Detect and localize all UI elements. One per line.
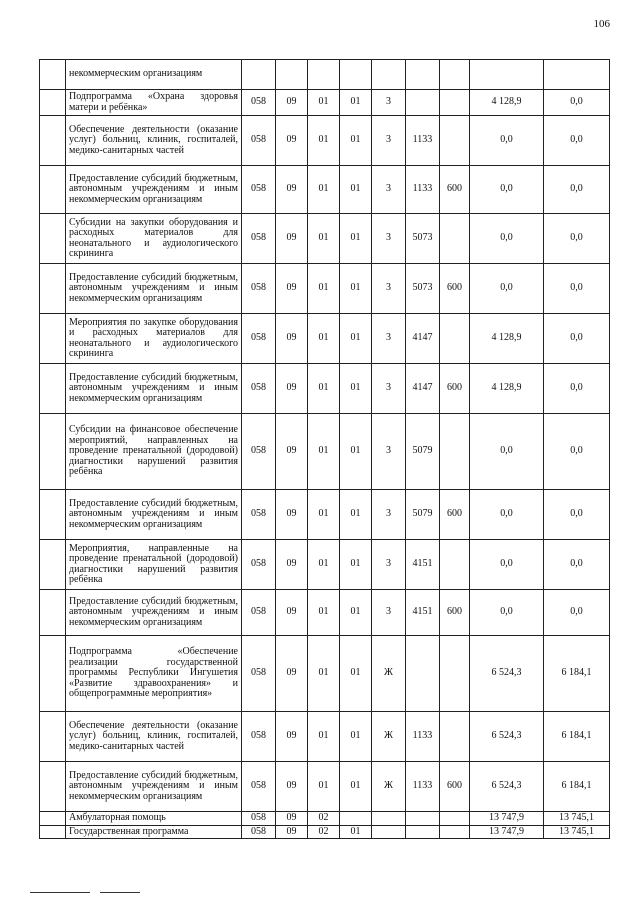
code-vr xyxy=(440,712,470,762)
table-row xyxy=(40,116,610,166)
code-vr xyxy=(440,214,470,264)
code-ved: 058 xyxy=(242,825,276,839)
table-row xyxy=(40,812,610,826)
code-vr: 600 xyxy=(440,762,470,812)
row-name: Обеспечение деятельности (оказание услуг) больниц, клиник, госпиталей, медико-санитарных частей xyxy=(66,116,242,166)
table-row xyxy=(40,90,610,116)
code-ved: 058 xyxy=(242,540,276,590)
code-csr: 4151 xyxy=(406,540,440,590)
code-rz: 09 xyxy=(276,264,308,314)
budget-table xyxy=(39,59,610,839)
amount-year2: 6 184,1 xyxy=(544,712,610,762)
row-index-cell xyxy=(40,825,66,839)
page-number: 106 xyxy=(593,18,610,30)
row-name: Мероприятия по закупке оборудования и расходных материалов для неонатального и аудиологического скрининга xyxy=(66,314,242,364)
code-rz: 09 xyxy=(276,214,308,264)
code-program xyxy=(372,825,406,839)
amount-year2: 0,0 xyxy=(544,364,610,414)
code-subprogram: 01 xyxy=(340,314,372,364)
amount-year1: 13 747,9 xyxy=(470,812,544,826)
row-name: некоммерческим организациям xyxy=(66,60,242,90)
amount-year1: 0,0 xyxy=(470,166,544,214)
code-subprogram: 01 xyxy=(340,414,372,490)
code-rz: 09 xyxy=(276,414,308,490)
code-csr: 5079 xyxy=(406,414,440,490)
code-subprogram: 01 xyxy=(340,712,372,762)
code-csr: 4151 xyxy=(406,590,440,636)
table-row xyxy=(40,214,610,264)
code-program: Ж xyxy=(372,636,406,712)
row-index-cell xyxy=(40,540,66,590)
row-index-cell xyxy=(40,364,66,414)
amount-year1: 4 128,9 xyxy=(470,314,544,364)
code-ved: 058 xyxy=(242,314,276,364)
code-vr xyxy=(440,414,470,490)
row-name: Предоставление субсидий бюджетным, автономным учреждениям и иным некоммерческим организациям xyxy=(66,364,242,414)
code-csr: 4147 xyxy=(406,314,440,364)
amount-year1: 0,0 xyxy=(470,116,544,166)
amount-year1: 0,0 xyxy=(470,414,544,490)
amount-year2: 0,0 xyxy=(544,166,610,214)
amount-year2 xyxy=(544,60,610,90)
code-vr xyxy=(440,314,470,364)
code-program: 3 xyxy=(372,116,406,166)
code-rz: 09 xyxy=(276,590,308,636)
row-index-cell xyxy=(40,636,66,712)
amount-year1: 4 128,9 xyxy=(470,364,544,414)
code-csr: 5079 xyxy=(406,490,440,540)
code-subprogram: 01 xyxy=(340,264,372,314)
row-index-cell xyxy=(40,214,66,264)
code-ved: 058 xyxy=(242,636,276,712)
code-subprogram xyxy=(340,60,372,90)
code-ved: 058 xyxy=(242,364,276,414)
code-pr: 01 xyxy=(308,364,340,414)
amount-year1: 0,0 xyxy=(470,214,544,264)
table-row xyxy=(40,314,610,364)
row-name: Мероприятия, направленные на проведение пренатальной (дородовой) диагностики нарушений развития ребёнка xyxy=(66,540,242,590)
code-csr: 1133 xyxy=(406,762,440,812)
code-program: 3 xyxy=(372,90,406,116)
code-program: 3 xyxy=(372,364,406,414)
code-rz: 09 xyxy=(276,712,308,762)
table-row xyxy=(40,264,610,314)
code-rz: 09 xyxy=(276,636,308,712)
code-pr: 01 xyxy=(308,90,340,116)
row-index-cell xyxy=(40,90,66,116)
code-program: 3 xyxy=(372,214,406,264)
code-pr: 02 xyxy=(308,825,340,839)
code-csr: 1133 xyxy=(406,712,440,762)
code-rz: 09 xyxy=(276,90,308,116)
table-row xyxy=(40,762,610,812)
code-vr: 600 xyxy=(440,590,470,636)
code-program: 3 xyxy=(372,166,406,214)
code-program: Ж xyxy=(372,762,406,812)
row-name: Обеспечение деятельности (оказание услуг) больниц, клиник, госпиталей, медико-санитарных частей xyxy=(66,712,242,762)
code-vr: 600 xyxy=(440,490,470,540)
row-name: Предоставление субсидий бюджетным, автономным учреждениям и иным некоммерческим организациям xyxy=(66,264,242,314)
code-csr: 1133 xyxy=(406,116,440,166)
table-row xyxy=(40,712,610,762)
code-vr xyxy=(440,90,470,116)
amount-year2: 6 184,1 xyxy=(544,762,610,812)
code-ved: 058 xyxy=(242,214,276,264)
code-pr: 01 xyxy=(308,540,340,590)
amount-year1: 13 747,9 xyxy=(470,825,544,839)
row-index-cell xyxy=(40,166,66,214)
row-name: Предоставление субсидий бюджетным, автономным учреждениям и иным некоммерческим организациям xyxy=(66,166,242,214)
table-row xyxy=(40,540,610,590)
code-subprogram: 01 xyxy=(340,825,372,839)
code-rz: 09 xyxy=(276,825,308,839)
code-csr xyxy=(406,60,440,90)
code-pr: 01 xyxy=(308,166,340,214)
table-row xyxy=(40,590,610,636)
code-ved: 058 xyxy=(242,414,276,490)
row-index-cell xyxy=(40,712,66,762)
code-pr: 01 xyxy=(308,762,340,812)
row-name: Подпрограмма «Обеспечение реализации государственной программы Республики Ингушетия «Развитие здравоохранения» и общепрограммные мероприятия» xyxy=(66,636,242,712)
row-index-cell xyxy=(40,60,66,90)
code-ved: 058 xyxy=(242,712,276,762)
code-rz: 09 xyxy=(276,364,308,414)
code-rz: 09 xyxy=(276,490,308,540)
code-subprogram xyxy=(340,812,372,826)
code-subprogram: 01 xyxy=(340,762,372,812)
amount-year1: 0,0 xyxy=(470,490,544,540)
amount-year1: 0,0 xyxy=(470,264,544,314)
code-vr: 600 xyxy=(440,364,470,414)
amount-year2: 0,0 xyxy=(544,590,610,636)
footer-line-mid xyxy=(100,892,140,893)
row-index-cell xyxy=(40,590,66,636)
code-program: 3 xyxy=(372,264,406,314)
amount-year2: 13 745,1 xyxy=(544,825,610,839)
amount-year1: 0,0 xyxy=(470,590,544,636)
code-pr: 01 xyxy=(308,264,340,314)
table-row xyxy=(40,414,610,490)
row-index-cell xyxy=(40,812,66,826)
code-ved: 058 xyxy=(242,116,276,166)
code-ved: 058 xyxy=(242,490,276,540)
amount-year1: 6 524,3 xyxy=(470,636,544,712)
amount-year2: 6 184,1 xyxy=(544,636,610,712)
footer-line-left xyxy=(30,892,90,893)
code-program: 3 xyxy=(372,590,406,636)
amount-year2: 0,0 xyxy=(544,90,610,116)
code-pr: 01 xyxy=(308,490,340,540)
code-program: 3 xyxy=(372,540,406,590)
amount-year2: 0,0 xyxy=(544,414,610,490)
code-pr: 01 xyxy=(308,116,340,166)
table-row xyxy=(40,490,610,540)
code-rz xyxy=(276,60,308,90)
code-vr: 600 xyxy=(440,264,470,314)
code-csr: 4147 xyxy=(406,364,440,414)
code-program: 3 xyxy=(372,314,406,364)
code-vr xyxy=(440,812,470,826)
code-csr: 1133 xyxy=(406,166,440,214)
table-row xyxy=(40,636,610,712)
code-ved xyxy=(242,60,276,90)
amount-year2: 0,0 xyxy=(544,540,610,590)
code-csr xyxy=(406,90,440,116)
code-csr xyxy=(406,825,440,839)
code-pr: 01 xyxy=(308,414,340,490)
row-index-cell xyxy=(40,264,66,314)
row-index-cell xyxy=(40,414,66,490)
row-name: Предоставление субсидий бюджетным, автономным учреждениям и иным некоммерческим организациям xyxy=(66,590,242,636)
amount-year1: 4 128,9 xyxy=(470,90,544,116)
code-ved: 058 xyxy=(242,90,276,116)
code-rz: 09 xyxy=(276,116,308,166)
code-csr xyxy=(406,636,440,712)
amount-year2: 13 745,1 xyxy=(544,812,610,826)
row-name: Субсидии на закупки оборудования и расходных материалов для неонатального и аудиологического скрининга xyxy=(66,214,242,264)
code-pr: 01 xyxy=(308,712,340,762)
row-name: Предоставление субсидий бюджетным, автономным учреждениям и иным некоммерческим организациям xyxy=(66,490,242,540)
row-index-cell xyxy=(40,314,66,364)
code-ved: 058 xyxy=(242,812,276,826)
code-csr: 5073 xyxy=(406,214,440,264)
code-subprogram: 01 xyxy=(340,636,372,712)
code-subprogram: 01 xyxy=(340,166,372,214)
code-subprogram: 01 xyxy=(340,116,372,166)
code-program xyxy=(372,60,406,90)
table-row xyxy=(40,166,610,214)
table-row xyxy=(40,60,610,90)
code-subprogram: 01 xyxy=(340,214,372,264)
code-pr: 01 xyxy=(308,636,340,712)
code-pr: 01 xyxy=(308,214,340,264)
code-program: 3 xyxy=(372,490,406,540)
code-subprogram: 01 xyxy=(340,590,372,636)
code-subprogram: 01 xyxy=(340,540,372,590)
code-pr: 01 xyxy=(308,590,340,636)
row-index-cell xyxy=(40,762,66,812)
code-ved: 058 xyxy=(242,590,276,636)
code-vr xyxy=(440,116,470,166)
code-rz: 09 xyxy=(276,166,308,214)
code-program xyxy=(372,812,406,826)
code-rz: 09 xyxy=(276,762,308,812)
row-name: Субсидии на финансовое обеспечение мероприятий, направленных на проведение пренатальной (дородовой) диагностики нарушений развития ребёнка xyxy=(66,414,242,490)
code-pr xyxy=(308,60,340,90)
amount-year2: 0,0 xyxy=(544,214,610,264)
amount-year1: 6 524,3 xyxy=(470,712,544,762)
amount-year2: 0,0 xyxy=(544,116,610,166)
code-vr xyxy=(440,60,470,90)
code-vr xyxy=(440,636,470,712)
row-name: Подпрограмма «Охрана здоровья матери и ребёнка» xyxy=(66,90,242,116)
row-index-cell xyxy=(40,116,66,166)
code-ved: 058 xyxy=(242,264,276,314)
code-rz: 09 xyxy=(276,812,308,826)
row-name: Государственная программа xyxy=(66,825,242,839)
code-program: Ж xyxy=(372,712,406,762)
code-ved: 058 xyxy=(242,166,276,214)
code-subprogram: 01 xyxy=(340,90,372,116)
code-rz: 09 xyxy=(276,314,308,364)
row-name: Амбулаторная помощь xyxy=(66,812,242,826)
code-program: 3 xyxy=(372,414,406,490)
amount-year1: 6 524,3 xyxy=(470,762,544,812)
table-row xyxy=(40,364,610,414)
code-csr xyxy=(406,812,440,826)
amount-year2: 0,0 xyxy=(544,490,610,540)
code-vr xyxy=(440,825,470,839)
amount-year2: 0,0 xyxy=(544,314,610,364)
amount-year1: 0,0 xyxy=(470,540,544,590)
code-csr: 5073 xyxy=(406,264,440,314)
code-vr xyxy=(440,540,470,590)
code-rz: 09 xyxy=(276,540,308,590)
row-name: Предоставление субсидий бюджетным, автономным учреждениям и иным некоммерческим организациям xyxy=(66,762,242,812)
code-subprogram: 01 xyxy=(340,364,372,414)
code-vr: 600 xyxy=(440,166,470,214)
amount-year2: 0,0 xyxy=(544,264,610,314)
amount-year1 xyxy=(470,60,544,90)
code-pr: 02 xyxy=(308,812,340,826)
table-row xyxy=(40,825,610,839)
code-pr: 01 xyxy=(308,314,340,364)
code-ved: 058 xyxy=(242,762,276,812)
code-subprogram: 01 xyxy=(340,490,372,540)
row-index-cell xyxy=(40,490,66,540)
